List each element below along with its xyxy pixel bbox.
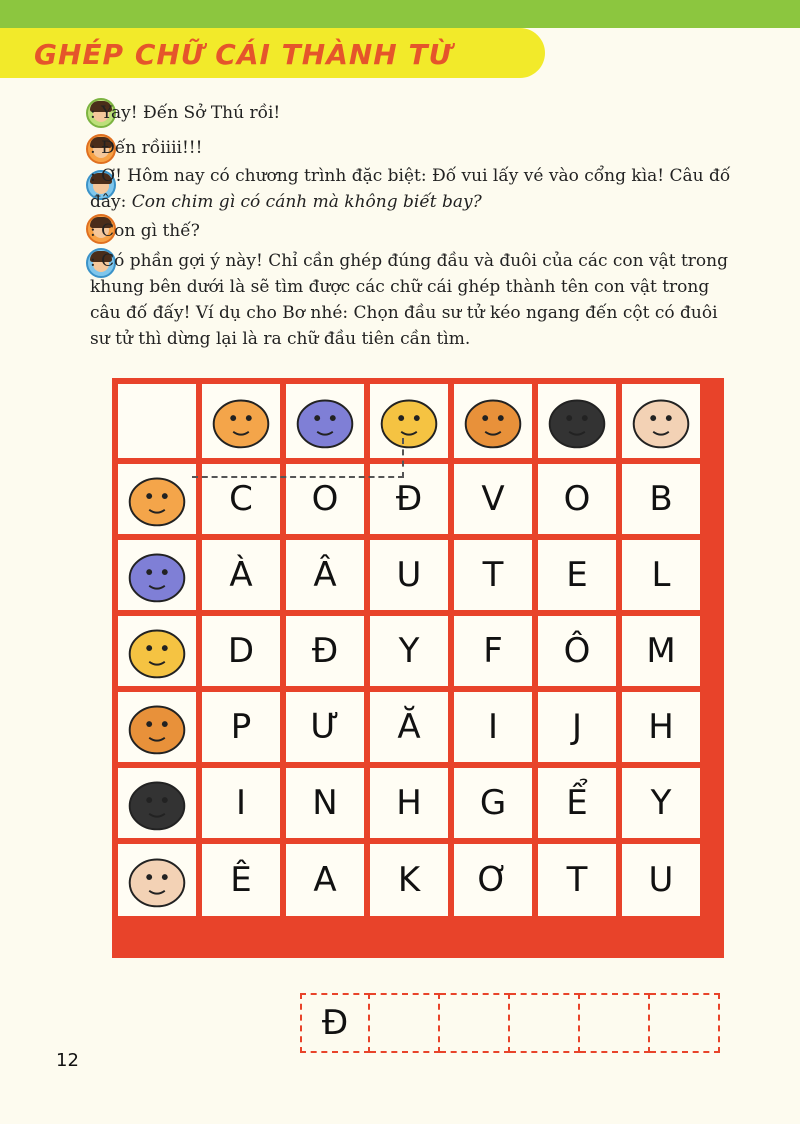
grid-letter-cell: T: [454, 540, 532, 610]
grid-letter-cell: H: [622, 692, 700, 762]
dialog-line-5c: câu đố đấy! Ví dụ cho Bơ nhé: Chọn đầu sư tử kéo ngang đến cột có đuôi: [90, 303, 718, 323]
grid-letter-cell: Y: [370, 616, 448, 686]
lion-tail-icon: [370, 384, 448, 458]
dialog-line-3: : Ơ! Hôm nay có chương trình đặc biệt: Đố vui lấy vé vào cổng kìa! Câu đố: [90, 166, 731, 186]
answer-box[interactable]: [510, 993, 580, 1053]
grid-letter-cell: B: [622, 464, 700, 534]
grid-letter-cell: U: [370, 540, 448, 610]
giraffe-tail-icon: [286, 384, 364, 458]
grid-letter-cell: Đ: [370, 464, 448, 534]
grid-letter-cell: H: [370, 768, 448, 838]
dialog-line-1: : Yay! Đến Sở Thú rồi!: [90, 103, 281, 123]
answer-box[interactable]: Đ: [300, 993, 370, 1053]
example-path-line: [192, 476, 404, 478]
grid-letter-cell: I: [454, 692, 532, 762]
grid-letter-cell: F: [454, 616, 532, 686]
grid-letter-cell: A: [286, 844, 364, 916]
grid-letter-cell: J: [538, 692, 616, 762]
giraffe-head-icon: [118, 616, 196, 686]
grid-letter-cell: O: [538, 464, 616, 534]
page-title: GHÉP CHỮ CÁI THÀNH TỪ: [34, 38, 453, 71]
grid-letter-cell: G: [454, 768, 532, 838]
dialog-line-5: : Có phần gợi ý này! Chỉ cần ghép đúng đầu và đuôi của các con vật trong: [90, 251, 728, 271]
grid-letter-cell: À: [202, 540, 280, 610]
dialog-line-3b: đây: Con chim gì có cánh mà không biết bay?: [90, 192, 482, 212]
grid-letter-cell: Y: [622, 768, 700, 838]
grid-corner-cell: [118, 384, 196, 458]
grid-letter-cell: U: [622, 844, 700, 916]
riddle-question: Con chim gì có cánh mà không biết bay?: [131, 192, 482, 212]
grid-letter-cell: O: [286, 464, 364, 534]
zebra-head-icon: [118, 768, 196, 838]
grid-letter-cell: D: [202, 616, 280, 686]
grid-letter-cell: Ơ: [454, 844, 532, 916]
answer-boxes: [300, 993, 720, 1053]
top-band: [0, 0, 800, 28]
answer-box[interactable]: [650, 993, 720, 1053]
page-number: 12: [56, 1050, 79, 1071]
rabbit-tail-icon: [538, 384, 616, 458]
grid-letter-cell: Ư: [286, 692, 364, 762]
grid-letter-cell: Ê: [202, 844, 280, 916]
grid-letter-cell: Ể: [538, 768, 616, 838]
answer-box[interactable]: [440, 993, 510, 1053]
answer-box[interactable]: [370, 993, 440, 1053]
grid-letter-cell: L: [622, 540, 700, 610]
grid-letter-cell: Đ: [286, 616, 364, 686]
grid-letter-cell: T: [538, 844, 616, 916]
elephant-head-icon: [118, 540, 196, 610]
grid-letter-cell: Â: [286, 540, 364, 610]
tiger-head-icon: [118, 692, 196, 762]
elephant-tail-icon: [202, 384, 280, 458]
grid-letter-cell: C: [202, 464, 280, 534]
grid-letter-cell: K: [370, 844, 448, 916]
example-path-line-vertical: [402, 438, 404, 478]
lion-head-icon: [118, 464, 196, 534]
dialog-line-5b: khung bên dưới là sẽ tìm được các chữ cái ghép thành tên con vật trong: [90, 277, 710, 297]
tiger-tail-icon: [622, 384, 700, 458]
zebra-tail-icon: [454, 384, 532, 458]
rabbit-head-icon: [118, 844, 196, 916]
grid-letter-cell: I: [202, 768, 280, 838]
dialog-line-4: : Con gì thế?: [90, 221, 200, 241]
grid-letter-cell: M: [622, 616, 700, 686]
dialog-line-2: : Đến rồiiii!!!: [90, 138, 203, 158]
grid-letter-cell: Ă: [370, 692, 448, 762]
grid-letter-cell: Ô: [538, 616, 616, 686]
letter-grid: [112, 378, 724, 958]
grid-letter-cell: P: [202, 692, 280, 762]
answer-box[interactable]: [580, 993, 650, 1053]
dialog-line-5d: sư tử thì dừng lại là ra chữ đầu tiên cần tìm.: [90, 329, 471, 349]
grid-letter-cell: E: [538, 540, 616, 610]
grid-letter-cell: N: [286, 768, 364, 838]
grid-letter-cell: V: [454, 464, 532, 534]
